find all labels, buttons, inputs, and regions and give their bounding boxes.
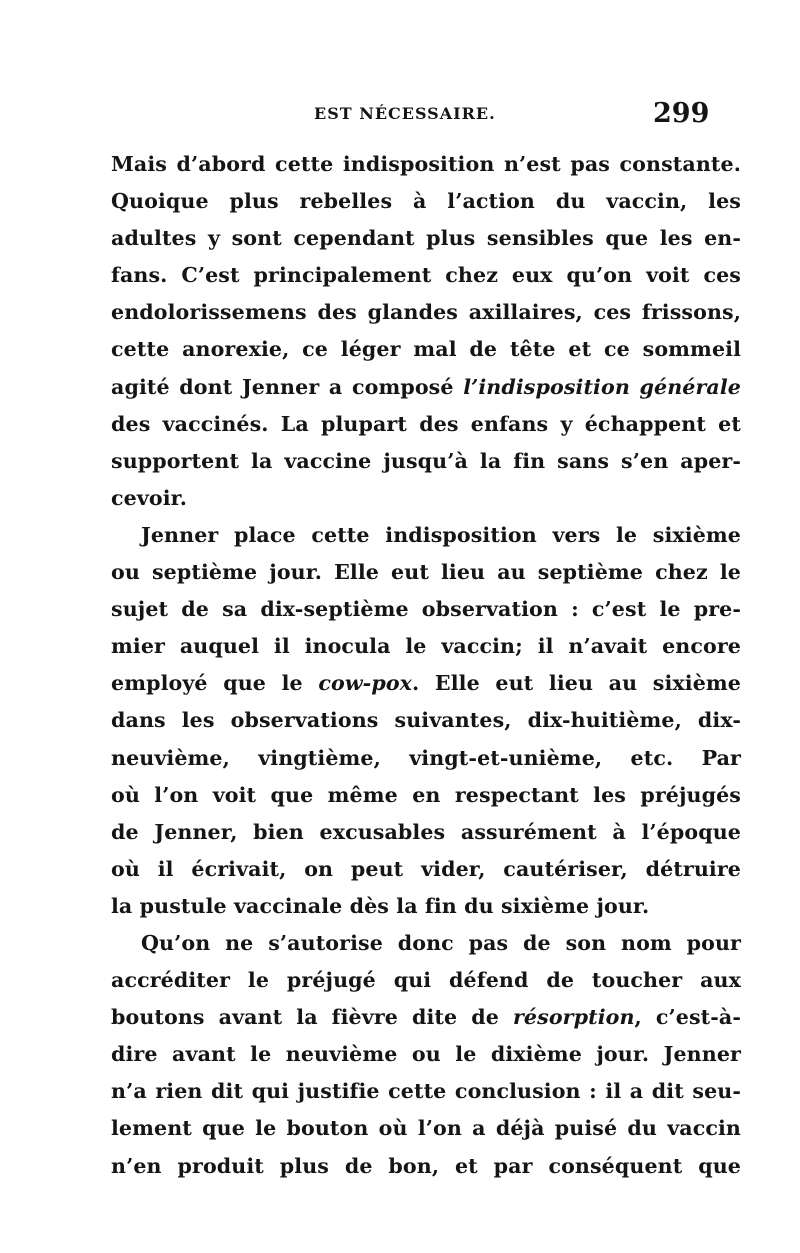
text-line: où il écrivait, on peut vider, cautériser, détruire (111, 856, 741, 881)
text-line: mier auquel il inocula le vaccin; il n’avait encore (111, 634, 741, 659)
text-line: adultes y sont cependant plus sensibles que les en- (111, 226, 741, 251)
italic-phrase: résorption (512, 1005, 635, 1030)
text-run: , c’est-à- (634, 1005, 741, 1030)
running-title: EST NÉCESSAIRE. (314, 104, 496, 123)
text-line: où l’on voit que même en respectant les préjugés (111, 782, 741, 807)
text-run: employé que le (111, 671, 319, 696)
text-line: supportent la vaccine jusqu’à la fin sans s’en aper- (111, 448, 741, 473)
running-head (0, 98, 800, 138)
text-line: n’en produit plus de bon, et par conséquent que (111, 1153, 741, 1178)
text-line (111, 665, 741, 702)
text-line: cette anorexie, ce léger mal de tête et ce sommeil (111, 337, 741, 362)
page-number: 299 (653, 98, 710, 129)
italic-phrase: l’indisposition générale (463, 374, 742, 399)
text-line: la pustule vaccinale dès la fin du sixième jour. (111, 893, 650, 918)
text-run: agité dont Jenner a composé (111, 374, 464, 399)
text-line: de Jenner, bien excusables assurément à l’époque (111, 819, 741, 844)
text-run: . Elle eut lieu au sixième (412, 671, 741, 696)
text-line (111, 999, 741, 1036)
text-line: Qu’on ne s’autorise donc pas de son nom pour (141, 930, 741, 955)
text-line: dans les observations suivantes, dix-huitième, dix- (111, 708, 741, 733)
text-line: n’a rien dit qui justifie cette conclusion : il a dit seu- (111, 1079, 741, 1104)
text-run: boutons avant la fièvre dite de (111, 1005, 513, 1030)
text-line: Mais d’abord cette indisposition n’est pas constante. (111, 152, 741, 176)
text-line: accréditer le préjugé qui défend de toucher aux (111, 968, 741, 993)
text-line: lement que le bouton où l’on a déjà puisé du vaccin (111, 1116, 741, 1141)
text-line: sujet de sa dix-septième observation : c’est le pre- (111, 597, 741, 622)
text-line: cevoir. (111, 485, 187, 510)
italic-phrase: cow-pox (318, 671, 413, 696)
text-line: ou septième jour. Elle eut lieu au septième chez le (111, 560, 741, 585)
text-line: des vaccinés. La plupart des enfans y échappent et (111, 411, 741, 436)
text-line: Quoique plus rebelles à l’action du vaccin, les (111, 189, 741, 214)
text-line: Jenner place cette indisposition vers le sixième (141, 522, 741, 547)
text-line: dire avant le neuvième ou le dixième jour. Jenner (111, 1042, 741, 1067)
body-text (111, 146, 741, 1185)
text-line (111, 369, 741, 406)
text-line: endolorissemens des glandes axillaires, ces frissons, (111, 300, 741, 325)
text-line: fans. C’est principalement chez eux qu’on voit ces (111, 263, 741, 288)
text-line: neuvième, vingtième, vingt-et-unième, etc. Par (111, 745, 741, 770)
